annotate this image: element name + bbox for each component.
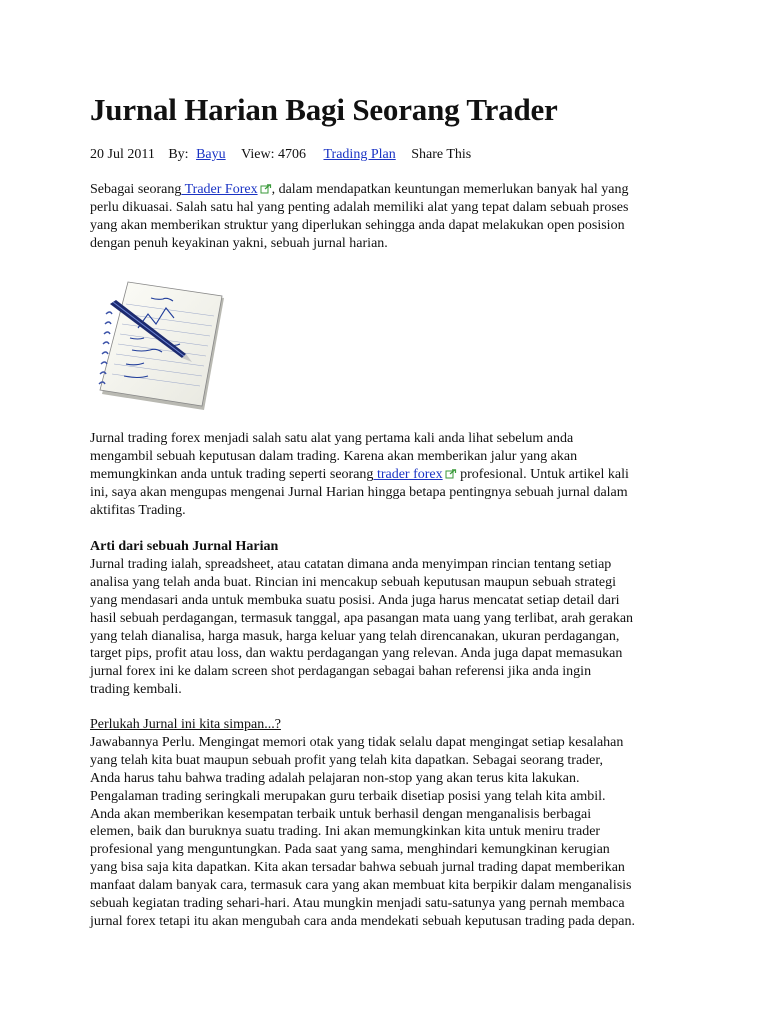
category-link[interactable]: Trading Plan	[323, 147, 396, 162]
intro-paragraph	[90, 181, 690, 253]
text-span: memungkinkan anda untuk trading seperti seorang	[90, 466, 374, 482]
share-this-link[interactable]: Share This	[411, 147, 472, 162]
paragraph-line: mengambil sebuah keputusan dalam trading. Karena akan memberikan jalur yang akan	[90, 448, 578, 464]
paragraph-line: dengan penuh keyakinan yakni, sebuah jurnal harian.	[90, 235, 388, 251]
paragraph-line: aktifitas Trading.	[90, 502, 186, 518]
paragraph-line: yang telah kita buat maupun sebuah profit yang telah kita dapatkan. Sebagai seorang trader,	[90, 752, 603, 768]
paragraph-line: yang mendasari anda untuk membuka suatu posisi. Anda juga harus mencatat setiap detail dari	[90, 592, 620, 608]
paragraph-line: hasil sebuah perdagangan, termasuk tanggal, apa pasangan mata uang yang terlibat, arah gerakan	[90, 610, 634, 626]
article-title: Jurnal Harian Bagi Seorang Trader	[90, 92, 558, 127]
paragraph-line: profesional yang menguntungkan. Pada saat yang sama, menghindari kemungkinan kerugian	[90, 842, 610, 858]
external-link-icon[interactable]	[260, 182, 272, 192]
trader-forex-link[interactable]: Trader Forex	[181, 182, 258, 197]
trader-forex-link-2[interactable]: trader forex	[373, 466, 443, 482]
section-arti-jurnal	[90, 538, 690, 699]
paragraph-line: Anda harus tahu bahwa trading adalah pelajaran non-stop yang akan terus kita lakukan.	[90, 770, 580, 786]
paragraph-line: target pips, profit atau loss, dan waktu perdagangan yang relevan. Anda juga dapat memasukan	[90, 646, 623, 662]
text-span: profesional. Untuk artikel kali	[456, 466, 629, 482]
paragraph-line	[90, 181, 690, 199]
paragraph-line: Pengalaman trading seringkali merupakan guru terbaik disetiap posisi yang telah kita ambil.	[90, 788, 606, 804]
section-perlukah-jurnal	[90, 716, 690, 931]
paragraph-line: sebuah kegiatan trading sehari-hari. Atau mungkin menjadi satu-satunya yang pernah membaca	[90, 896, 625, 912]
paragraph-line: jurnal forex tetapi itu akan mengubah cara anda mendekati sebuah keputusan trading pada depan.	[90, 913, 636, 929]
post-date: 20 Jul 2011	[90, 147, 155, 162]
section-heading: Arti dari sebuah Jurnal Harian	[90, 539, 279, 554]
second-paragraph	[90, 430, 690, 520]
paragraph-line: perlu dikuasai. Salah satu hal yang penting adalah memiliki alat yang tepat dalam sebuah proses	[90, 199, 629, 215]
author-link[interactable]: Bayu	[196, 147, 226, 162]
text-span: , dalam mendapatkan keuntungan memerlukan banyak hal yang	[271, 182, 629, 197]
section-heading: Perlukah Jurnal ini kita simpan...?	[90, 717, 281, 732]
paragraph-line: yang akan memberikan struktur yang diperlukan sehingga anda dapat melakukan open posision	[90, 217, 625, 233]
paragraph-line: Jurnal trading forex menjadi salah satu alat yang pertama kali anda lihat sebelum anda	[90, 431, 574, 446]
view-count: View: 4706	[241, 147, 306, 162]
paragraph-line: yang telah dianalisa, harga masuk, harga keluar yang telah direncanakan, ukuran perdagangan,	[90, 628, 620, 644]
article-meta	[90, 147, 481, 163]
notebook-with-pen-illustration	[96, 278, 230, 412]
by-label: By:	[168, 147, 189, 162]
external-link-icon[interactable]	[445, 467, 457, 477]
paragraph-line: ini, saya akan mengupas mengenai Jurnal Harian hingga betapa pentingnya sebuah jurnal dalam	[90, 484, 628, 500]
paragraph-line: manfaat dalam banyak cara, termasuk cara yang akan membuat kita berpikir dalam menganalisis	[90, 878, 632, 894]
text-span: Sebagai seorang	[90, 182, 182, 197]
paragraph-line: jurnal forex ini ke dalam screen shot perdagangan sebagai bahan referensi jika anda ingin	[90, 664, 592, 680]
paragraph-line	[90, 466, 690, 484]
paragraph-line: analisa yang telah anda buat. Rincian ini mencakup sebuah keputusan maupun sebuah strategi	[90, 574, 617, 590]
paragraph-line: Jurnal trading ialah, spreadsheet, atau catatan dimana anda menyimpan rincian tentang setiap	[90, 556, 612, 572]
paragraph-line: yang bisa saja kita dapatkan. Kita akan tersadar bahwa sebuah jurnal trading dapat memberikan	[90, 860, 625, 876]
paragraph-line: elemen, baik dan buruknya suatu trading. Ini akan memungkinkan kita untuk meniru trader	[90, 824, 601, 840]
paragraph-line: trading kembali.	[90, 682, 182, 698]
paragraph-line: Anda akan memberikan kesempatan terbaik untuk berhasil dengan menganalisis berbagai	[90, 806, 592, 822]
paragraph-line: Jawabannya Perlu. Mengingat memori otak yang tidak selalu dapat mengingat setiap kesalahan	[90, 734, 624, 750]
